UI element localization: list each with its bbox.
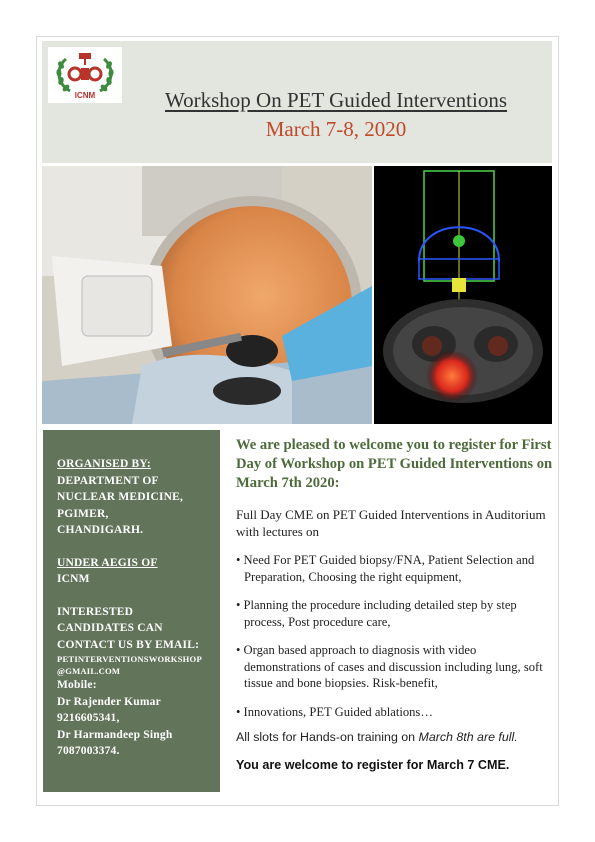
- contact-name: Dr Harmandeep Singh: [57, 728, 173, 741]
- hands-on-notice: [236, 730, 556, 744]
- hands-on-notice-date: March 8th are full.: [418, 730, 518, 744]
- contact-line: CANDIDATES CAN: [57, 622, 163, 634]
- main-content: [236, 436, 556, 772]
- contact-phone: 7087003374.: [57, 745, 120, 757]
- contact-line: CONTACT US BY EMAIL:: [57, 638, 200, 651]
- procedure-photo: [42, 166, 372, 424]
- organiser-line: DEPARTMENT OF: [57, 474, 159, 487]
- organiser-line: PGIMER,: [57, 507, 109, 520]
- list-item: • Planning the procedure including detailed step by step process, Post procedure care,: [236, 598, 517, 629]
- contact-phone: 9216605341,: [57, 712, 120, 724]
- email-address[interactable]: PETINTERVENTIONSWORKSHOP: [57, 654, 202, 664]
- event-date: March 7-8, 2020: [265, 117, 407, 141]
- contact-line: INTERESTED: [57, 605, 134, 618]
- organiser-line: CHANDIGARH.: [57, 524, 144, 536]
- aegis-heading: UNDER AEGIS OF: [57, 556, 158, 569]
- mobile-label: Mobile:: [57, 679, 97, 691]
- organised-by-heading: ORGANISED BY:: [57, 458, 151, 470]
- list-item: • Organ based approach to diagnosis with video demonstrations of cases and discussion including lung, soft tissue and bone biopsies. Risk-benefit,: [236, 643, 543, 690]
- list-item: • Innovations, PET Guided ablations…: [236, 704, 433, 719]
- contact-name: Dr Rajender Kumar: [57, 695, 161, 708]
- organiser-line: NUCLEAR MEDICINE,: [57, 491, 184, 503]
- lecture-topics-list: [236, 552, 556, 720]
- cme-intro: Full Day CME on PET Guided Interventions in Auditorium with lectures on: [236, 507, 546, 539]
- aegis-org: ICNM: [57, 573, 90, 585]
- organiser-sidebar: [43, 430, 220, 792]
- registration-call: You are welcome to register for March 7 CME.: [236, 758, 510, 772]
- email-address-domain[interactable]: @GMAIL.COM: [57, 666, 121, 676]
- logo-text: ICNM: [74, 91, 96, 100]
- list-item: • Need For PET Guided biopsy/FNA, Patient Selection and Preparation, Choosing the right equipment,: [236, 553, 535, 584]
- pet-ct-scan-image: [374, 166, 552, 424]
- welcome-heading: We are pleased to welcome you to register for First Day of Workshop on PET Guided Interventions on March 7th 2020:: [236, 437, 553, 491]
- page-title: Workshop On PET Guided Interventions: [164, 88, 508, 112]
- hands-on-notice-text: All slots for Hands-on training on: [236, 730, 419, 744]
